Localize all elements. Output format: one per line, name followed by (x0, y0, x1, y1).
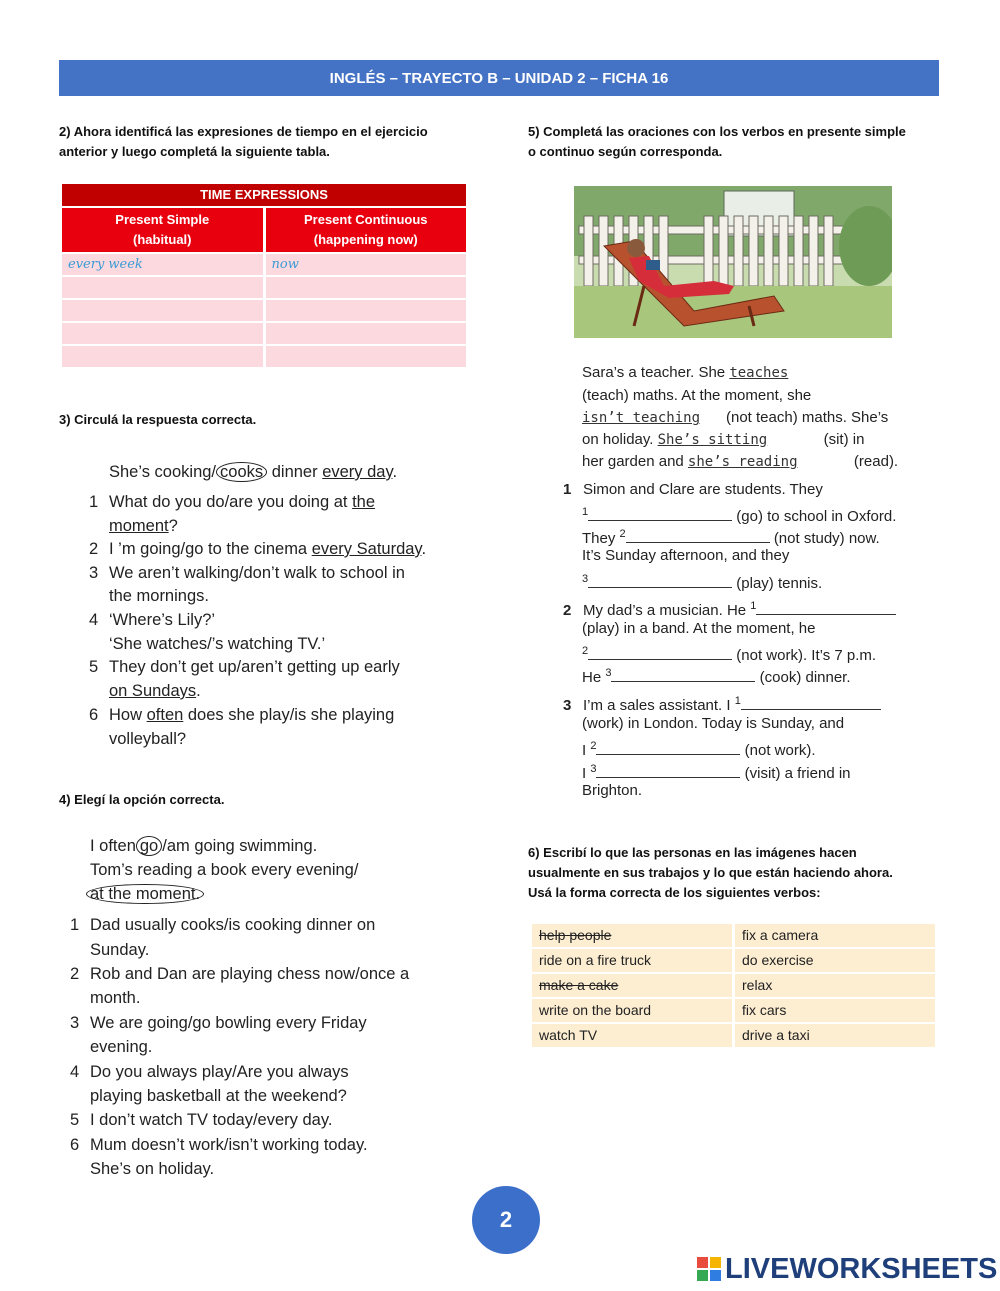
answer-blank[interactable] (626, 528, 770, 543)
time-expression: often (146, 706, 184, 724)
ex3-instruction: 3) Circulá la respuesta correcta. (59, 412, 257, 427)
verb-cell: fix cars (735, 999, 935, 1022)
ex4-example-2-cont (86, 883, 204, 907)
ex5-s1-line1 (563, 479, 823, 502)
ex4-item-6[interactable] (70, 1134, 368, 1158)
liveworksheets-icon (697, 1257, 721, 1281)
answer-field[interactable]: isn’t teaching (582, 410, 701, 426)
item-number: 6 (89, 706, 99, 724)
item-text: They don’t get up/aren’t getting up early (109, 658, 400, 676)
item-number: 6 (70, 1136, 80, 1154)
example-text: She’s cooking/ (109, 463, 217, 481)
ex3-item-3-cont: the mornings. (109, 587, 209, 605)
ex6-instruction (528, 843, 893, 903)
ex2-instruction-line2: anterior y luego completá la siguiente tabla. (59, 144, 330, 159)
verb-cell: watch TV (532, 1024, 732, 1047)
circled-answer: go (136, 836, 162, 856)
verbs-row (532, 924, 935, 947)
ex4-instruction: 4) Elegí la opción correcta. (59, 792, 225, 807)
item-number: 5 (70, 1111, 80, 1129)
header-present-continuous-label: Present Continuous (303, 212, 428, 227)
item-text: What do you do/are you doing at (109, 493, 353, 511)
blank-number: 1 (582, 506, 589, 518)
ex3-item-6-cont: volleyball? (109, 730, 187, 748)
table-cell-input[interactable]: now (266, 252, 467, 275)
item-number: 4 (70, 1063, 80, 1081)
ex5-intro-line2: (teach) maths. At the moment, she (582, 387, 812, 404)
verbs-row (532, 974, 935, 997)
answer-field[interactable]: teaches (729, 365, 789, 381)
item-number: 1 (89, 493, 99, 511)
page-number-badge (472, 1186, 540, 1254)
verb-cell: help people (532, 924, 732, 947)
blank-number: 1 (734, 695, 741, 707)
header-present-simple-note: (habitual) (133, 232, 192, 247)
item-text: I’m a sales assistant. I (583, 697, 735, 714)
item-number: 2 (89, 540, 99, 558)
item-text: (cook) dinner. (759, 669, 851, 686)
item-text: (play) tennis. (736, 575, 823, 592)
answer-field[interactable]: she’s reading (687, 454, 798, 470)
item-text: We are going/go bowling every Friday (90, 1014, 367, 1032)
intro-text: Sara’s a teacher. She (582, 364, 730, 381)
item-number: 3 (563, 697, 572, 714)
blank-number: 3 (605, 667, 612, 679)
item-text: Do you always play/Are you always (90, 1063, 349, 1081)
page-title: INGLÉS – TRAYECTO B – UNIDAD 2 – FICHA 16 (329, 69, 669, 87)
verbs-row (532, 949, 935, 972)
ex5-s1-line5 (582, 568, 822, 596)
item-number: 2 (563, 602, 572, 619)
page-number: 2 (499, 1207, 513, 1232)
example-text: dinner (267, 463, 323, 481)
answer-blank[interactable] (588, 645, 732, 660)
blank-number: 2 (582, 645, 589, 657)
ex4-item-2[interactable] (70, 963, 409, 987)
item-text: does she play/is she playing (183, 706, 395, 724)
example-text: /am going swimming. (162, 837, 318, 855)
ex4-example-1 (90, 835, 317, 859)
ex5-s3-line2: (work) in London. Today is Sunday, and (582, 715, 845, 732)
item-text: They (582, 530, 620, 547)
ex4-item-4[interactable] (70, 1061, 349, 1085)
verb-cell: do exercise (735, 949, 935, 972)
blank-number: 1 (750, 600, 757, 612)
verbs-table (532, 924, 935, 1049)
ex5-intro-line4 (582, 429, 864, 452)
intro-text: (read). (853, 453, 899, 470)
item-text: I don’t watch TV today/every day. (90, 1111, 333, 1129)
example-text: I often (90, 837, 136, 855)
answer-blank[interactable] (596, 763, 740, 778)
item-text: (not work). It’s 7 p.m. (736, 647, 877, 664)
ex4-example-2: Tom’s reading a book every evening/ (90, 861, 359, 879)
item-text: Simon and Clare are students. They (583, 481, 823, 498)
liveworksheets-logo (697, 1253, 997, 1285)
item-number: 2 (70, 965, 80, 983)
verb-cell: write on the board (532, 999, 732, 1022)
ex5-instruction-line2: o continuo según corresponda. (528, 144, 723, 159)
ex5-s2-line4 (582, 662, 851, 690)
answer-blank[interactable] (588, 506, 732, 521)
ex5-instruction-line1: 5) Completá las oraciones con los verbos en presente simple (528, 124, 906, 139)
ex5-intro-line1 (582, 362, 869, 385)
ex6-instruction-line3: Usá la forma correcta de los siguientes verbos: (528, 885, 821, 900)
time-expression: on Sundays (109, 682, 197, 700)
time-expression: the (352, 493, 376, 511)
ex4-item-1-cont: Sunday. (90, 941, 150, 959)
ex2-instruction-line1: 2) Ahora identificá las expresiones de tiempo en el ejercicio (59, 124, 428, 139)
ex5-s1-line4: It’s Sunday afternoon, and they (582, 547, 790, 564)
item-text: We aren’t walking/don’t walk to school in (109, 564, 405, 582)
ex5-s3-line5: Brighton. (582, 782, 643, 799)
item-text: I ’m going/go to the cinema (109, 540, 312, 558)
verbs-row (532, 1024, 935, 1047)
circled-answer: at the moment. (86, 884, 204, 904)
item-text: How (109, 706, 147, 724)
verb-cell: ride on a fire truck (532, 949, 732, 972)
answer-blank[interactable] (611, 667, 755, 682)
item-number: 1 (563, 481, 572, 498)
item-text: He (582, 669, 606, 686)
header-present-simple-label: Present Simple (115, 212, 210, 227)
table-title: TIME EXPRESSIONS (62, 184, 466, 206)
intro-text: (sit) in (823, 431, 865, 448)
blank-number: 3 (582, 573, 589, 585)
item-text: (go) to school in Oxford. (736, 508, 897, 525)
item-text: (not study) now. (773, 530, 880, 547)
item-text: I (582, 765, 591, 782)
answer-blank[interactable] (756, 600, 896, 615)
item-number: 3 (89, 564, 99, 582)
ex5-s2-line2: (play) in a band. At the moment, he (582, 620, 816, 637)
ex6-instruction-line2: usualmente en sus trabajos y lo que están haciendo ahora. (528, 865, 893, 880)
ex5-intro-line3 (582, 407, 888, 430)
ex4-item-5[interactable] (70, 1109, 332, 1133)
verbs-row (532, 999, 935, 1022)
ex4-item-4-cont: playing basketball at the weekend? (90, 1087, 347, 1105)
answer-field[interactable]: She’s sitting (657, 432, 768, 448)
answer-blank[interactable] (596, 740, 740, 755)
verb-cell: relax (735, 974, 935, 997)
example-text: . (392, 463, 398, 481)
item-text: . (196, 682, 201, 700)
blank-number: 3 (590, 763, 597, 775)
blank-number: 2 (590, 740, 597, 752)
item-number: 4 (89, 611, 99, 629)
ex6-instruction-line1: 6) Escribí lo que las personas en las imágenes hacen (528, 845, 857, 860)
item-text: I (582, 742, 591, 759)
item-text: . (421, 540, 427, 558)
intro-text: her garden and (582, 453, 688, 470)
answer-blank[interactable] (588, 573, 732, 588)
item-text: Rob and Dan are playing chess now/once a (90, 965, 410, 983)
verb-cell: drive a taxi (735, 1024, 935, 1047)
ex5-intro-line5 (582, 451, 898, 474)
item-text: Dad usually cooks/is cooking dinner on (90, 916, 376, 934)
time-expression: moment (109, 517, 169, 535)
ex4-item-1[interactable] (70, 914, 375, 938)
item-text: ? (168, 517, 178, 535)
blank-number: 2 (619, 528, 626, 540)
item-text: (visit) a friend in (744, 765, 851, 782)
item-text: My dad’s a musician. He (583, 602, 751, 619)
time-expression: every day (322, 463, 393, 481)
item-text: ‘Where’s Lily?’ (109, 611, 216, 629)
time-expression: every Saturday (311, 540, 422, 558)
intro-text: (not teach) maths. She’s (726, 409, 889, 426)
ex3-item-4-cont: ‘She watches/’s watching TV.’ (109, 635, 326, 653)
item-number: 1 (70, 916, 80, 934)
verb-cell: make a cake (532, 974, 732, 997)
circled-answer: cooks (216, 462, 267, 482)
item-number: 5 (89, 658, 99, 676)
answer-blank[interactable] (741, 695, 881, 710)
item-text: Mum doesn’t work/isn’t working today. (90, 1136, 368, 1154)
brand-name: LIVEWORKSHEETS (725, 1252, 998, 1285)
ex4-item-3-cont: evening. (90, 1038, 153, 1056)
item-number: 3 (70, 1014, 80, 1032)
ex4-item-2-cont: month. (90, 989, 141, 1007)
header-present-continuous-note: (happening now) (313, 232, 418, 247)
table-cell-input[interactable]: every week (62, 252, 266, 275)
ex4-item-6-cont: She’s on holiday. (90, 1160, 215, 1178)
intro-text: on holiday. (582, 431, 658, 448)
ex4-item-3[interactable] (70, 1012, 367, 1036)
verb-cell: fix a camera (735, 924, 935, 947)
item-text: (not work). (744, 742, 816, 759)
